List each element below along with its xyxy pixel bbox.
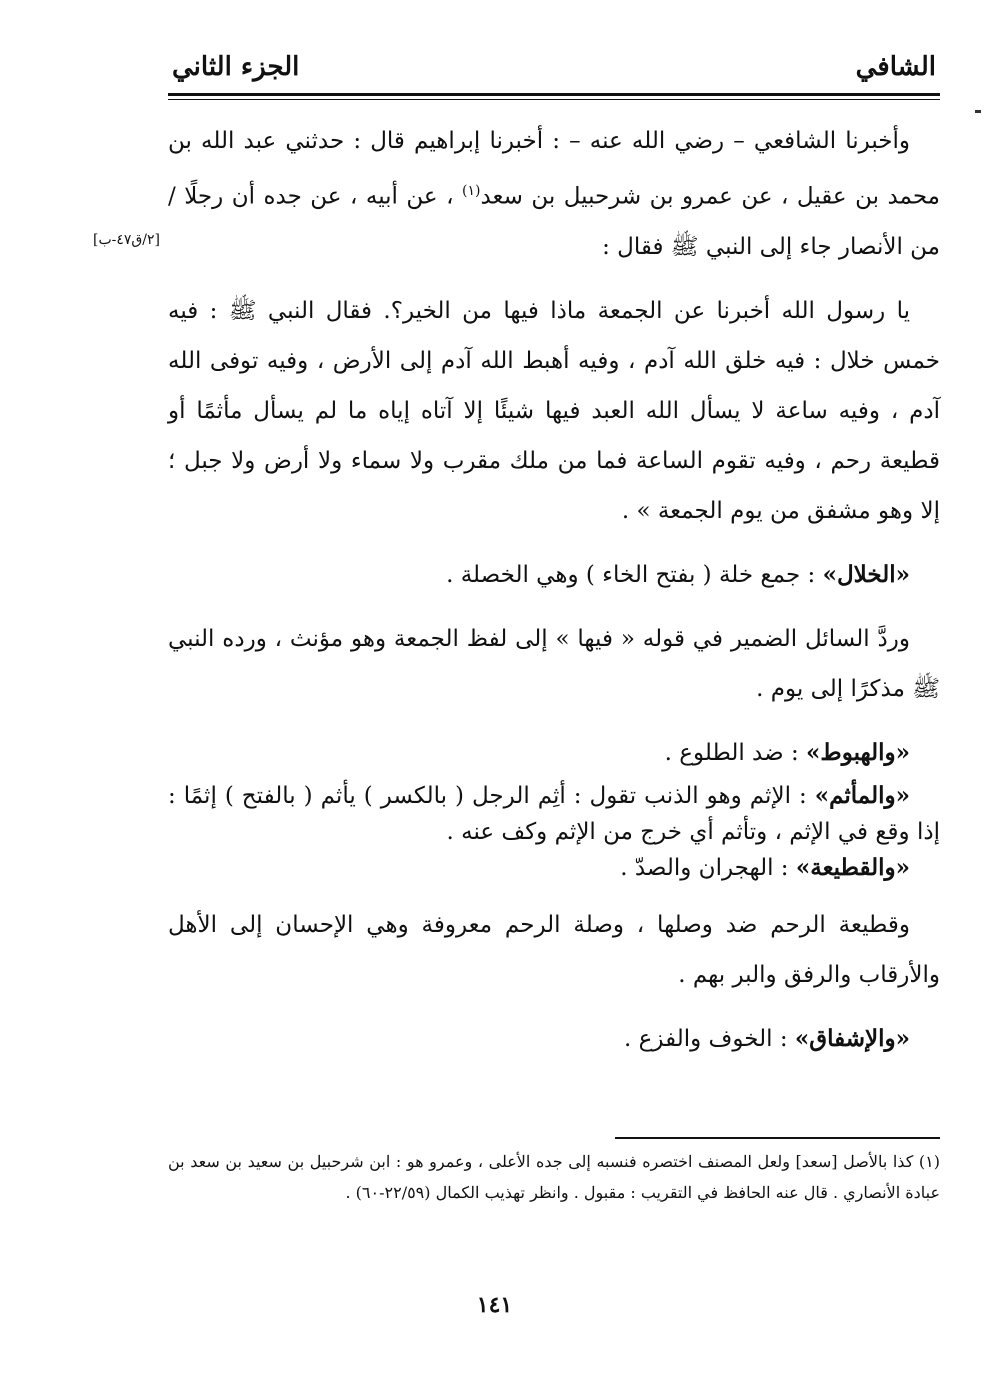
gloss-definition: : الهجران والصدّ . (620, 854, 796, 881)
running-header (168, 48, 940, 88)
footnote-separator (615, 1137, 940, 1139)
gloss-definition: : ضد الطلوع . (664, 739, 807, 766)
gloss-definition: : جمع خلة ( بفتح الخاء ) وهي الخصلة . (446, 561, 823, 588)
gloss-maatham (168, 778, 940, 850)
gloss-ishfaq (168, 1014, 940, 1064)
gloss-qatia (168, 850, 940, 886)
footnote-ref[interactable]: (١) (461, 183, 481, 199)
gloss-term: «الخلال» (822, 560, 910, 588)
commentary-pronoun: وردَّ السائل الضمير في قوله « فيها » إلى لفظ الجمعة وهو مؤنث ، ورده النبي ﷺ مذكرًا إلى يوم . (168, 625, 940, 702)
commentary-rahim: وقطيعة الرحم ضد وصلها ، وصلة الرحم معروفة وهي الإحسان إلى الأهل والأرقاب والرفق والبر بهم . (168, 911, 940, 988)
gloss-definition: : الإثم وهو الذنب تقول : أثِم الرجل ( بالكسر ) يأثم ( بالفتح ) إثمًا : إذا وقع في الإثم ، وتأثم أي خرج من الإثم وكف عنه . (168, 782, 940, 845)
gloss-term: «والهبوط» (806, 738, 910, 766)
manuscript-folio-note: [٢/ق٤٧-ب] (92, 232, 160, 248)
gloss-khilal (168, 550, 940, 600)
gloss-term: «والإشفاق» (794, 1024, 910, 1052)
hadith-isnad (168, 116, 940, 272)
gloss-term: «والقطيعة» (795, 853, 910, 881)
footnote-1: (١) كذا بالأصل [سعد] ولعل المصنف اختصره فنسبه إلى جده الأعلى ، وعمرو هو : ابن شرحبيل بن سعيد بن سعد بن عبادة الأنصاري . قال عنه الحافظ في التقريب : مقبول . وانظر تهذيب الكمال (٢٢/٥٩-٦٠) . (168, 1152, 941, 1202)
footnotes (168, 1146, 940, 1208)
page-number: ١٤١ (476, 1292, 513, 1318)
hadith-matn: يا رسول الله أخبرنا عن الجمعة ماذا فيها من الخير؟. فقال النبي ﷺ : فيه خمس خلال : فيه خلق الله آدم ، وفيه أهبط الله آدم إلى الأرض ، وفيه توفى الله آدم ، وفيه ساعة لا يسأل الله العبد فيها شيئًا إلا آتاه إياه ما لم يسأل مأثمًا أو قطيعة رحم ، وفيه تقوم الساعة فما من ملك مقرب ولا سماء ولا أرض ولا جبل ؛ إلا وهو مشفق من يوم الجمعة » . (168, 297, 940, 524)
gloss-term: «والمأثم» (814, 781, 910, 809)
header-rule-thick (168, 93, 940, 96)
book-title: الشافي (855, 52, 936, 82)
gloss-definition: : الخوف والفزع . (624, 1025, 795, 1052)
main-text (168, 116, 940, 1064)
header-rule-thin (168, 99, 940, 100)
isnad-text-rest: ، عن أبيه ، عن جده أن رجلًا / من الأنصار جاء إلى النبي ﷺ فقال : (168, 183, 940, 260)
gloss-hubut (168, 728, 940, 778)
part-label: الجزء الثاني (172, 52, 300, 82)
isnad-text: وأخبرنا الشافعي – رضي الله عنه – : أخبرنا إبراهيم قال : حدثني عبد الله بن محمد بن عقيل ، عن عمرو بن شرحبيل بن سعد (168, 128, 940, 210)
page-edge-mark (975, 110, 981, 113)
